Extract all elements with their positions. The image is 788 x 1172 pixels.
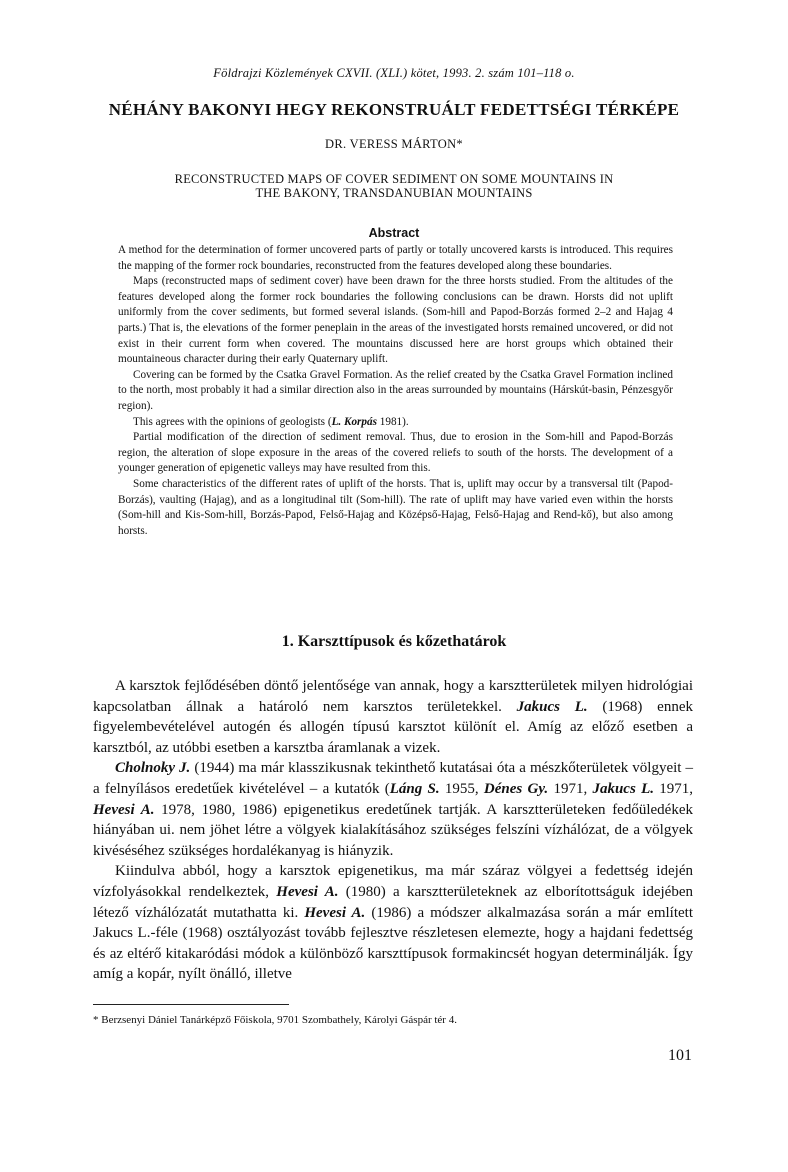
body-paragraph (93, 676, 693, 758)
abstract-heading: Abstract (368, 226, 420, 240)
text-run: (1968) ennek figyelembevételével autogén és allogén típusú karsztot különít el. Amíg az előző esetben a karsztból, az utóbbi esetben a karsztba áramlanak a vizek. (93, 698, 693, 756)
text-run: This agrees with the opinions of geologists ( (133, 415, 332, 428)
text-run: Kiindulva abból, hogy a karsztok epigenetikus, ma már száraz völgyei a fedettség idején vízfolyásokkal rendelkeztek, (93, 863, 693, 900)
paper-title: NÉHÁNY BAKONYI HEGY REKONSTRUÁLT FEDETTSÉGI TÉRKÉPE (108, 100, 680, 119)
english-title (0, 172, 788, 200)
english-title-line: THE BAKONY, TRANSDANUBIAN MOUNTAINS (255, 186, 533, 200)
citation-author: Hevesi A. (304, 904, 366, 921)
citation-author: Hevesi A. (93, 801, 155, 818)
abstract-paragraph: Covering can be formed by the Csatka Gravel Formation. As the relief created by the Csatka Gravel Formation inclined to the north, most probably it had a similar direction also in the areas surrounded by mountains (Hárskút-basin, Pénzesgyőr region). (118, 368, 673, 412)
author-name: DR. VERESS MÁRTON* (325, 137, 463, 151)
text-run: 1978, 1980, 1986) epigenetikus eredetűnek tartják. A karsztterületeken fedőüledékek hiányában ui. nem jöhet létre a völgyek kialakításához szükséges felszíni vízhálózat, de a völgyek kivéséséhez szükséges hordalékanyag is hiányzik. (93, 801, 693, 859)
citation-author: Cholnoky J. (115, 760, 191, 777)
citation-author: Dénes Gy. (483, 780, 549, 797)
text-run: A karsztok fejlődésében döntő jelentősége van annak, hogy a karsztterületek milyen hidrológiai kapcsolatban állnak a határoló nem karsztos területekkel. (93, 678, 693, 715)
footnote-divider (93, 1004, 289, 1005)
abstract-text (118, 243, 673, 539)
text-run: 1971, (653, 780, 693, 797)
text-run: (1986) a módszer alkalmazása során a már említett Jakucs L.-féle (1968) osztályozást tovább fejlesztve részletesen elemezte, hogy a hajdani fedettség és az eltérő kitakaródási módok a különböző karszttípusok formakincsét hogyan determinálják. Így amíg a kopár, nyílt önálló, illetve (93, 904, 694, 983)
journal-citation: Földrajzi Közlemények CXVII. (XLI.) kötet, 1993. 2. szám 101–118 o. (213, 66, 575, 80)
body-text (93, 676, 693, 985)
citation-author: L. Korpás (331, 415, 377, 428)
section-heading: 1. Karszttípusok és kőzethatárok (281, 633, 507, 650)
citation-author: Jakucs L. (516, 698, 588, 715)
footnote: * Berzsenyi Dániel Tanárképző Főiskola, 9701 Szombathely, Károlyi Gáspár tér 4. (93, 1014, 457, 1026)
text-run: (1980) a karsztterületeknek az elborítottságuk idejében létező vízhálózatát mutathatta ki. (93, 883, 693, 921)
abstract-paragraph: Maps (reconstructed maps of sediment cover) have been drawn for the three horsts studied. From the altitudes of the features developed along the former rock boundaries the following conclusions can be drawn. Horsts did not uplift uniformly from the cover sediments, but formed several islands. (Som-hill and Papod-Borzás formed 2–2 and Hajag 4 parts.) That is, the elevations of the former peneplain in the areas of the investigated horsts remained uncovered, or did not exist in their current form when covered. The mountains discussed here are horst groups which obtained their mountaineous character during their early Quaternary uplift. (118, 275, 673, 366)
body-paragraph (93, 758, 693, 861)
english-title-line: RECONSTRUCTED MAPS OF COVER SEDIMENT ON SOME MOUNTAINS IN (174, 172, 614, 186)
body-paragraph (93, 861, 693, 985)
citation-author: Jakucs L. (592, 780, 654, 797)
abstract-paragraph: Partial modification of the direction of sediment removal. Thus, due to erosion in the Som-hill and Papod-Borzás region, the alteration of slope exposure in the areas of the covered reliefs to south of the horsts. The development of a younger generation of epigenetic valleys may have resulted from this. (118, 431, 673, 475)
text-run: 1981). (376, 415, 409, 428)
text-run: 1955, (439, 780, 484, 797)
page-number: 101 (668, 1047, 692, 1064)
text-run: (1944) ma már klasszikusnak tekinthető kutatásai óta a mészkőterületek völgyeit – a felnyílásos eredetűek kivételével – a kutatók ( (93, 760, 693, 797)
abstract-paragraph: Some characteristics of the different rates of uplift of the horsts. That is, uplift may occur by a transversal tilt (Papod-Borzás), vaulting (Hajag), and as a longitudinal tilt (Som-hill). The rate of uplift may have varied even within the horsts (Som-hill and Kis-Som-hill, Borzás-Papod, Felső-Hajag and Középső-Hajag, Felső-Hajag and Rend-kő), but also among horsts. (118, 477, 673, 537)
abstract-paragraph (118, 415, 673, 431)
citation-author: Láng S. (389, 780, 440, 797)
abstract-paragraph: A method for the determination of former uncovered parts of partly or totally uncovered karsts is introduced. This requires the mapping of the former rock boundaries, reconstructed from the features developed along these boundaries. (118, 244, 673, 272)
text-run: 1971, (548, 780, 593, 797)
citation-author: Hevesi A. (276, 883, 339, 900)
